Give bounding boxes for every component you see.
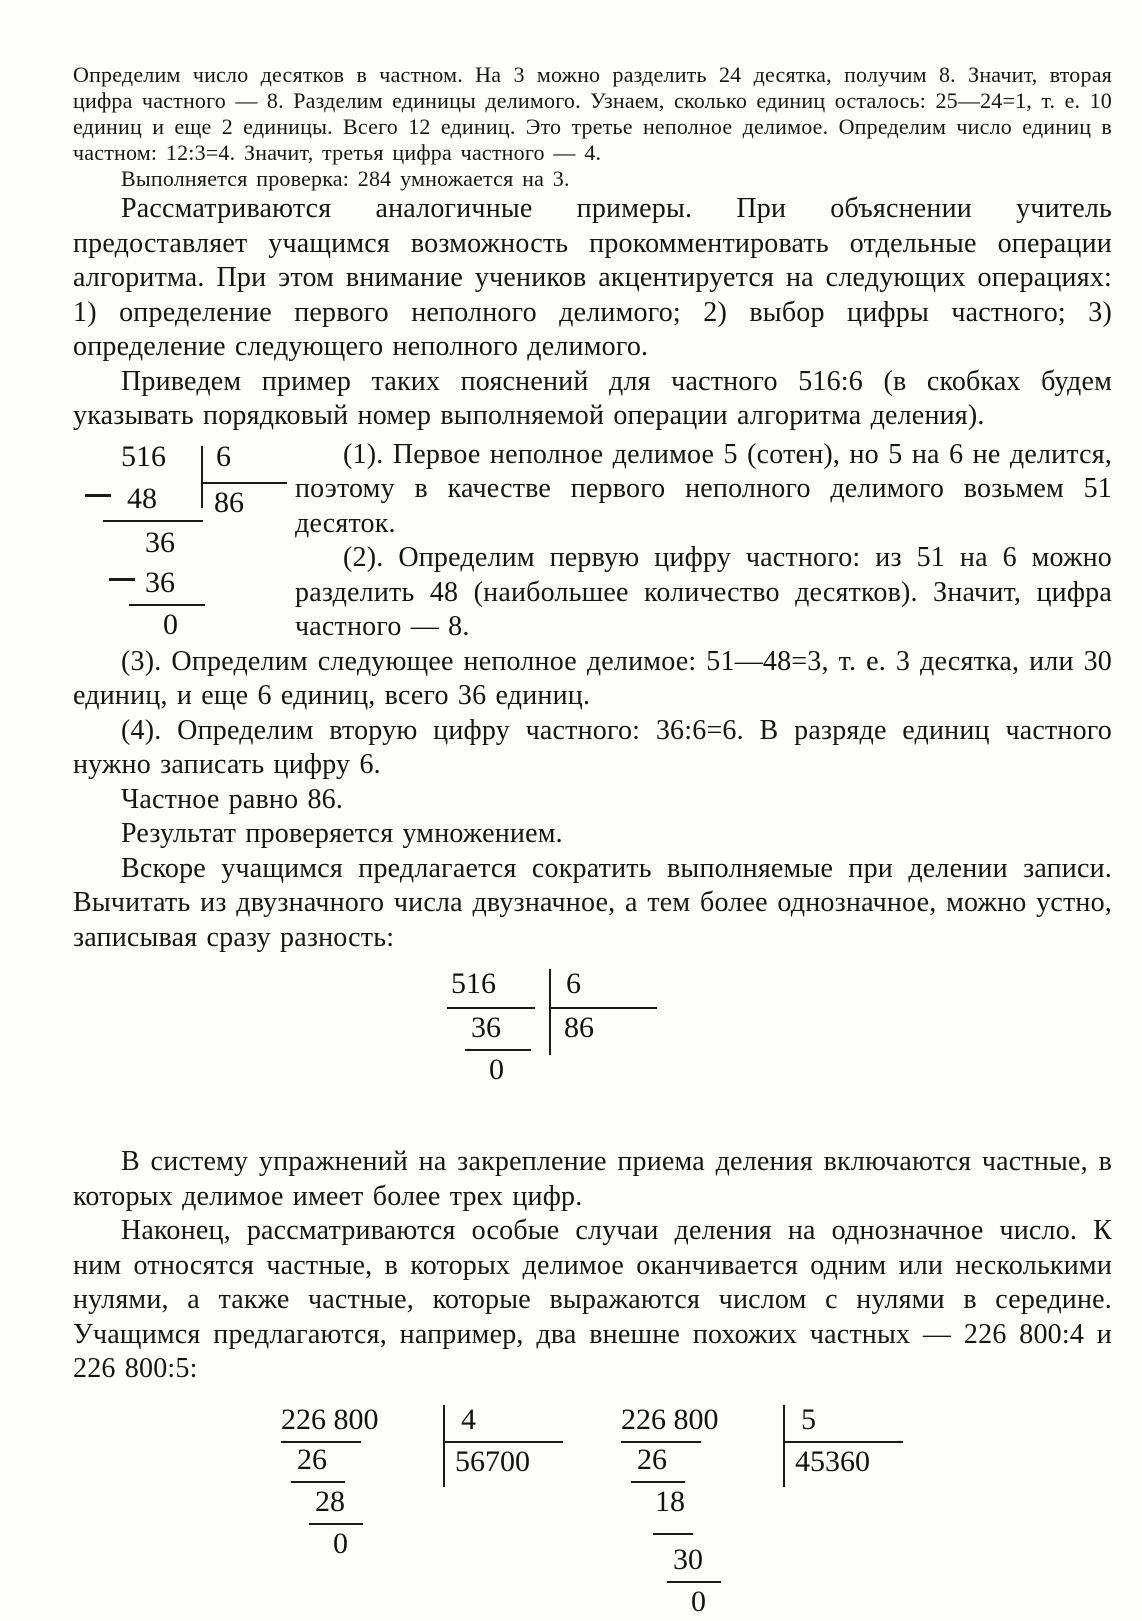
divisor: 4 — [461, 1402, 476, 1436]
quotient: 86 — [214, 485, 244, 519]
dividend: 516 — [121, 439, 166, 473]
paragraph-step-2: (2). Определим первую цифру частного: из 51 на 6 можно разделить 48 (наибольшее количество десятков). Значит, цифра частного — 8. — [295, 542, 1112, 642]
paragraph-check-multiplication: Результат проверяется умножением. — [121, 818, 563, 849]
remainder-36: 36 — [145, 525, 175, 559]
final-remainder: 0 — [333, 1526, 348, 1560]
underline — [653, 1533, 693, 1535]
minus-sign — [109, 578, 135, 581]
division-bracket-vertical-line — [443, 1405, 445, 1487]
division-side-text — [295, 438, 1112, 645]
minus-sign — [85, 494, 111, 497]
quotient-line — [201, 482, 287, 484]
quotient-line — [783, 1441, 903, 1443]
paragraph-check-284: Выполняется проверка: 284 умножается на 3. — [121, 166, 570, 191]
long-division-226800-by-5 — [621, 1403, 903, 1621]
paragraph-special-cases: Наконец, рассматриваются особые случаи деления на однозначное число. К ним относятся частные, в которых делимое оканчивается одним или несколькими нулями, а также частные, которые выражаются числом с нулями в середине. Учащимся предлагаются, например, два внешне похожих частных — 226 800:4 и 226 800:5: — [73, 1215, 1112, 1384]
divisor: 6 — [216, 439, 231, 473]
underline — [667, 1581, 721, 1583]
subtrahend-36: 36 — [145, 565, 175, 599]
quotient: 86 — [564, 1011, 594, 1044]
dividend: 226 800 — [281, 1402, 379, 1436]
partial-remainder: 26 — [297, 1442, 327, 1476]
long-division-516-full — [83, 440, 295, 645]
underline — [309, 1523, 363, 1525]
paragraph-step-3: (3). Определим следующее неполное делимое: 51—48=3, т. е. 3 десятка, или 30 единиц, и еще 6 единиц, всего 36 единиц. — [73, 645, 1112, 711]
paragraph-analogous-examples: Рассматриваются аналогичные примеры. При объяснении учитель предоставляет учащимся возможность прокомментировать отдельные операции алгоритма. При этом внимание учеников акцентируется на следующих операциях: 1) определение первого неполного делимого; 2) выбор цифры частного; 3) определение следующего неполного делимого. — [73, 193, 1112, 362]
underline — [103, 520, 203, 522]
divisor: 6 — [566, 967, 581, 1000]
divisor: 5 — [801, 1402, 816, 1436]
remainder-36: 36 — [471, 1011, 501, 1044]
paragraph-quotient-86: Частное равно 86. — [121, 783, 344, 815]
paragraph-exercise-system: В систему упражнений на закрепление приема деления включаются частные, в которых делимое имеет более трех цифр. — [73, 1146, 1112, 1212]
partial-remainder: 30 — [673, 1542, 703, 1576]
quotient-line — [549, 1007, 657, 1009]
subtrahend-48: 48 — [127, 481, 157, 515]
division-figure-row — [73, 438, 1112, 645]
dividend: 516 — [451, 967, 496, 1000]
paragraph-example-516: Приведем пример таких пояснений для частного 516:6 (в скобках будем указывать порядковый номер выполняемой операции алгоритма деления). — [73, 365, 1112, 431]
long-division-516-compact — [451, 967, 666, 1095]
partial-remainder: 26 — [637, 1442, 667, 1476]
remainder-0: 0 — [489, 1053, 504, 1086]
paragraph-tens-in-quotient: Определим число десятков в частном. На 3 можно разделить 24 десятка, получим 8. Значит, вторая цифра частного — 8. Разделим единицы делимого. Узнаем, сколько единиц осталось: 25—24=1, т. е. 10 единиц и еще 2 единицы. Всего 12 единиц. Это третье неполное делимое. Определим число единиц в частном: 12:3=4. Значит, третья цифра частного — 4. — [73, 62, 1112, 165]
paragraph-step-4: (4). Определим вторую цифру частного: 36:6=6. В разряде единиц частного нужно записать цифру 6. — [73, 714, 1112, 780]
underline — [631, 1481, 685, 1483]
underline — [447, 1007, 535, 1009]
remainder-0: 0 — [163, 607, 178, 641]
quotient-line — [443, 1441, 563, 1443]
bottom-division-figures — [281, 1403, 1112, 1621]
underline — [465, 1049, 531, 1051]
paragraph-step-1: (1). Первое неполное делимое 5 (сотен), но 5 на 6 не делится, поэтому в качестве первого неполного делимого возьмем 51 десяток. — [295, 438, 1112, 539]
underline — [129, 604, 205, 606]
long-division-226800-by-4 — [281, 1403, 563, 1563]
paragraph-shorten-records: Вскоре учащимся предлагается сократить выполняемые при делении записи. Вычитать из двузначного числа двузначное, а тем более однозначное, можно устно, записывая сразу разность: — [73, 852, 1112, 953]
partial-remainder: 18 — [655, 1484, 685, 1518]
underline — [291, 1481, 345, 1483]
partial-remainder: 28 — [315, 1484, 345, 1518]
final-remainder: 0 — [691, 1584, 706, 1618]
division-bracket-vertical-line — [783, 1405, 785, 1487]
division-bracket-vertical-line — [201, 446, 203, 508]
division-bracket-vertical-line — [549, 969, 551, 1055]
dividend: 226 800 — [621, 1402, 719, 1436]
quotient: 45360 — [795, 1444, 870, 1478]
quotient: 56700 — [455, 1444, 530, 1478]
